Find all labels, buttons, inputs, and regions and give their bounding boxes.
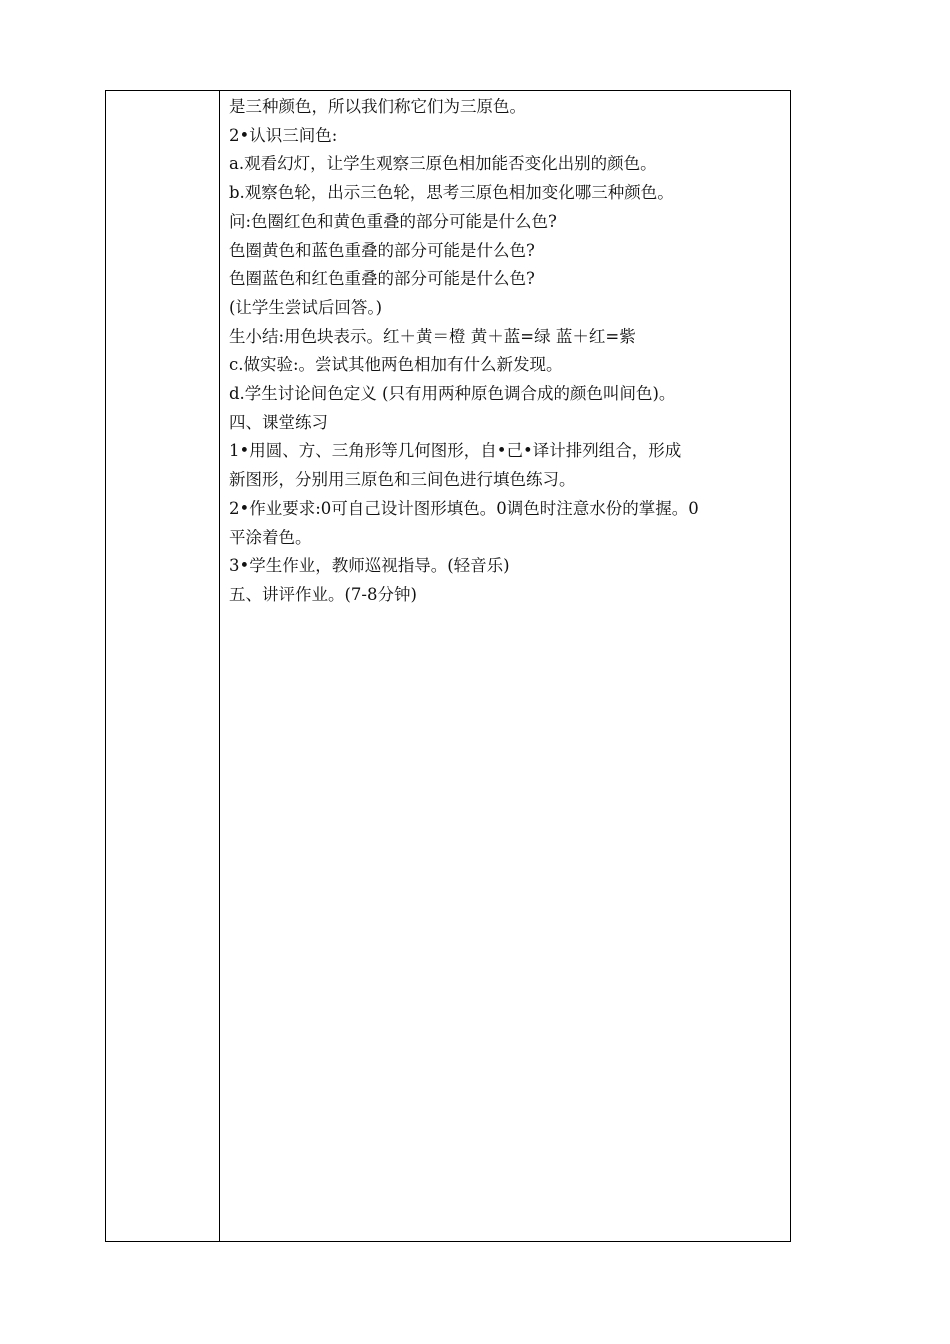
- text-line: d.学生讨论间色定义 (只有用两种原色调合成的颜色叫间色)。: [229, 384, 676, 404]
- text-line: 色圈黄色和蓝色重叠的部分可能是什么色?: [229, 240, 535, 260]
- text-line: b.观察色轮，出示三色轮，思考三原色相加变化哪三种颜色。: [229, 183, 674, 203]
- lesson-table: [105, 90, 791, 1242]
- text-line: (让学生尝试后回答。): [229, 297, 383, 317]
- text-line: 1•用圆、方、三角形等几何图形，自•己•译计排列组合，形成: [229, 441, 682, 461]
- text-line: 是三种颜色，所以我们称它们为三原色。: [229, 97, 526, 116]
- section-heading: 五、讲评作业。(7-8分钟): [229, 584, 417, 604]
- table-content-cell: [220, 91, 790, 1241]
- section-heading: 四、课堂练习: [229, 412, 328, 432]
- text-line: 问:色圈红色和黄色重叠的部分可能是什么色?: [229, 211, 557, 231]
- text-line: c.做实验:。尝试其他两色相加有什么新发现。: [229, 355, 563, 375]
- text-line: 2•作业要求:0可自己设计图形填色。0调色时注意水份的掌握。0: [229, 498, 699, 518]
- text-line: a.观看幻灯，让学生观察三原色相加能否变化出别的颜色。: [229, 154, 657, 174]
- text-line: 色圈蓝色和红色重叠的部分可能是什么色?: [229, 269, 535, 289]
- text-line: 生小结:用色块表示。红＋黄＝橙 黄＋蓝=绿 蓝＋红=紫: [229, 326, 636, 346]
- table-left-cell: [106, 91, 220, 1241]
- text-line: 2•认识三间色:: [229, 125, 338, 145]
- text-line: 新图形，分别用三原色和三间色进行填色练习。: [229, 470, 576, 490]
- text-line: 3•学生作业，教师巡视指导。(轻音乐): [229, 556, 510, 576]
- text-line: 平涂着色。: [229, 527, 312, 547]
